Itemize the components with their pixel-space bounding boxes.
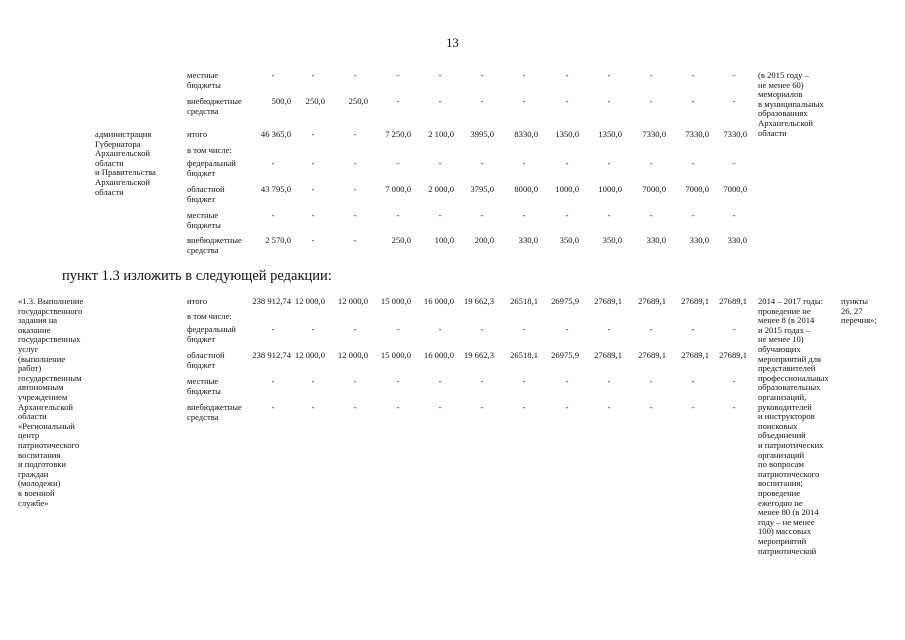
table-cell: - (480, 402, 484, 412)
result-text: организаций (758, 449, 805, 460)
table-cell: - (353, 184, 357, 194)
table-cell: 3795,0 (470, 184, 494, 194)
table-cell: 330,0 (727, 235, 747, 245)
event-text: патриотического (18, 440, 80, 450)
table-cell: 330,0 (689, 235, 709, 245)
table-cell: - (522, 210, 526, 220)
table-cell: - (311, 70, 315, 80)
table-cell: - (607, 96, 611, 106)
result-text: профессиональных (758, 372, 829, 383)
table-cell: - (353, 402, 357, 412)
table-cell: 26518,1 (510, 296, 538, 306)
table-cell: - (565, 70, 569, 80)
table-cell: 350,0 (559, 235, 579, 245)
table-cell: - (649, 210, 653, 220)
row-label: федеральный (187, 158, 236, 168)
table-cell: - (732, 70, 736, 80)
result-text: поисковых (758, 420, 798, 431)
table-cell: 7000,0 (642, 184, 666, 194)
table-cell: 238 912,74 (252, 296, 291, 306)
table-cell: 12 000,0 (337, 296, 368, 306)
row-label: местные (187, 210, 219, 220)
page-number: 13 (446, 36, 459, 50)
row-label: итого (187, 129, 208, 139)
result-text: мероприятий (758, 536, 807, 546)
result-text: руководителей (758, 401, 812, 412)
result-text: представителей (758, 363, 816, 374)
table-cell: - (607, 324, 611, 334)
table-cell: 26518,1 (510, 350, 538, 360)
event-text: государственного (18, 305, 83, 316)
table-cell: 1000,0 (555, 184, 579, 194)
table-cell: - (565, 96, 569, 106)
table-cell: - (732, 402, 736, 412)
result-text: области (758, 127, 787, 138)
table-cell: - (438, 376, 442, 386)
table-cell: - (353, 376, 357, 386)
event-text: (молодежи) (18, 478, 61, 489)
table-cell: - (480, 324, 484, 334)
reference-text: перечня»; (841, 315, 877, 326)
row-label: областной (187, 350, 225, 360)
table-cell: - (396, 96, 400, 106)
event-text: «1.3. Выполнение (18, 296, 84, 306)
table-cell: - (311, 210, 315, 220)
table-cell: - (353, 210, 357, 220)
table-cell: - (732, 210, 736, 220)
table-cell: 12 000,0 (337, 350, 368, 360)
event-text: услуг (18, 344, 39, 354)
table-cell: - (438, 70, 442, 80)
table-cell: 100,0 (434, 235, 454, 245)
table-cell: 12 000,0 (294, 296, 325, 306)
table-cell: 26975,9 (551, 350, 579, 360)
table-cell: - (480, 70, 484, 80)
result-text: мероприятий для (758, 353, 822, 364)
table-cell: - (522, 376, 526, 386)
result-text: патриотического (758, 468, 820, 479)
table-cell: - (311, 402, 315, 412)
table-cell: - (607, 70, 611, 80)
result-text: в муниципальных (758, 98, 824, 109)
table-cell: 3995,0 (470, 129, 494, 139)
table-cell: - (565, 158, 569, 168)
executor-text: администрация (95, 129, 152, 139)
table-cell: - (607, 376, 611, 386)
row-label: внебюджетные (187, 235, 242, 245)
table-cell: 8330,0 (514, 129, 538, 139)
table-cell: - (396, 324, 400, 334)
result-text: ежегодно не (758, 497, 803, 508)
table-cell: - (732, 324, 736, 334)
table-cell: 27689,1 (594, 350, 622, 360)
result-text: Архангельской (758, 118, 813, 128)
table-cell: - (438, 158, 442, 168)
table-cell: - (691, 70, 695, 80)
result-text: 2014 – 2017 годы: (758, 296, 824, 306)
row-label: бюджеты (187, 219, 221, 230)
row-label: средства (187, 411, 219, 422)
table-cell: - (565, 324, 569, 334)
row-label: федеральный (187, 324, 236, 334)
table-cell: 15 000,0 (380, 296, 411, 306)
table-cell: 350,0 (602, 235, 622, 245)
table-cell: - (649, 402, 653, 412)
table-cell: 7 250,0 (385, 129, 411, 139)
row-label: в том числе: (187, 311, 232, 321)
table-cell: - (271, 210, 275, 220)
row-label: бюджет (187, 193, 216, 204)
event-text: государственным (18, 372, 82, 383)
table-cell: - (480, 158, 484, 168)
table-cell: 7330,0 (685, 129, 709, 139)
table-cell: 15 000,0 (380, 350, 411, 360)
table-cell: - (311, 376, 315, 386)
table-cell: 27689,1 (681, 350, 709, 360)
table-cell: - (691, 402, 695, 412)
result-text: и инструкторов (758, 411, 815, 422)
table-cell: 19 662,3 (463, 350, 494, 360)
table-cell: - (565, 376, 569, 386)
result-text: году – не менее (758, 516, 815, 527)
table-cell: - (480, 376, 484, 386)
row-label: бюджеты (187, 79, 221, 90)
row-label: внебюджетные (187, 402, 242, 412)
table-cell: - (271, 402, 275, 412)
table-cell: 200,0 (474, 235, 494, 245)
result-text: образовательных (758, 382, 821, 393)
table-cell: - (396, 158, 400, 168)
row-label: местные (187, 376, 219, 386)
executor-text: Архангельской (95, 148, 150, 159)
table-cell: - (607, 210, 611, 220)
row-label: бюджеты (187, 385, 221, 396)
table-cell: - (480, 96, 484, 106)
table-cell: 1350,0 (598, 129, 622, 139)
row-label: местные (187, 70, 219, 80)
result-text: 100) массовых (758, 526, 812, 537)
section-heading: пункт 1.3 изложить в следующей редакции: (62, 268, 332, 284)
table-cell: - (732, 158, 736, 168)
event-text: службе» (18, 497, 49, 508)
table-cell: - (311, 184, 315, 194)
table-cell: - (480, 210, 484, 220)
table-cell: - (732, 96, 736, 106)
table-cell: - (438, 402, 442, 412)
table-cell: - (311, 324, 315, 334)
table-cell: 2 000,0 (428, 184, 454, 194)
table-cell: 7 000,0 (385, 184, 411, 194)
executor-text: Архангельской (95, 177, 150, 187)
event-text: Архангельской (18, 401, 73, 412)
event-text: воспитания (18, 449, 61, 460)
table-cell: - (691, 324, 695, 334)
row-label: бюджет (187, 167, 216, 178)
table-cell: - (649, 70, 653, 80)
table-cell: - (522, 324, 526, 334)
event-text: автономным (18, 382, 64, 393)
table-cell: - (396, 402, 400, 412)
result-text: патриотической (758, 545, 817, 556)
table-cell: - (438, 324, 442, 334)
table-cell: - (396, 210, 400, 220)
table-cell: - (311, 158, 315, 168)
event-text: оказание (18, 324, 51, 335)
table-cell: - (691, 210, 695, 220)
event-text: работ) (18, 363, 42, 374)
executor-text: и Правительства (95, 167, 156, 178)
row-label: средства (187, 244, 219, 255)
event-text: и подготовки (18, 459, 67, 470)
table-cell: - (649, 324, 653, 334)
reference-text: 26, 27 (841, 305, 863, 316)
table-cell: 500,0 (271, 96, 291, 106)
table-cell: 250,0 (348, 96, 368, 106)
table-cell: - (522, 158, 526, 168)
table-cell: - (649, 376, 653, 386)
result-text: мемориалов (758, 89, 803, 100)
table-cell: 12 000,0 (294, 350, 325, 360)
event-text: государственных (18, 334, 81, 345)
row-label: итого (187, 296, 208, 306)
reference-text: пункты (841, 296, 869, 306)
executor-text: области (95, 186, 124, 197)
result-text: не менее 60) (758, 79, 804, 90)
event-text: (выполнение (18, 353, 66, 364)
table-cell: 8000,0 (514, 184, 538, 194)
row-label: областной (187, 184, 225, 194)
result-text: и патриотических (758, 440, 824, 450)
event-text: задания на (18, 315, 58, 326)
event-text: центр (18, 430, 40, 441)
result-text: организаций, (758, 392, 807, 402)
table-cell: - (311, 235, 315, 245)
row-label: бюджет (187, 333, 216, 344)
result-text: по вопросам (758, 459, 804, 470)
table-cell: 27689,1 (594, 296, 622, 306)
table-cell: - (438, 96, 442, 106)
table-cell: - (649, 158, 653, 168)
table-cell: - (522, 70, 526, 80)
table-cell: - (691, 158, 695, 168)
table-cell: 19 662,3 (463, 296, 494, 306)
table-cell: - (396, 376, 400, 386)
table-cell: 16 000,0 (423, 296, 454, 306)
result-text: (в 2015 году – (758, 70, 809, 80)
result-text: обучающих (758, 344, 801, 354)
table-cell: 250,0 (391, 235, 411, 245)
table-cell: - (271, 158, 275, 168)
row-label: внебюджетные (187, 96, 242, 106)
table-cell: 1350,0 (555, 129, 579, 139)
table-cell: - (522, 402, 526, 412)
result-text: менее 8 (в 2014 (758, 315, 815, 326)
table-cell: - (353, 158, 357, 168)
table-cell: - (732, 376, 736, 386)
table-cell: 330,0 (646, 235, 666, 245)
table-cell: - (649, 96, 653, 106)
table-cell: - (396, 70, 400, 80)
row-label: бюджет (187, 359, 216, 370)
result-text: и 2015 годах – (758, 324, 811, 335)
table-cell: 250,0 (305, 96, 325, 106)
table-cell: 1000,0 (598, 184, 622, 194)
table-cell: - (607, 158, 611, 168)
table-cell: 7330,0 (642, 129, 666, 139)
result-text: объединений (758, 430, 806, 441)
executor-text: Губернатора (95, 138, 141, 149)
table-cell: 43 795,0 (260, 184, 291, 194)
event-text: к военной (18, 488, 55, 498)
result-text: не менее 10) (758, 334, 804, 345)
table-cell: 27689,1 (681, 296, 709, 306)
table-cell: 16 000,0 (423, 350, 454, 360)
table-cell: 7000,0 (685, 184, 709, 194)
table-cell: - (271, 70, 275, 80)
table-cell: - (522, 96, 526, 106)
table-cell: 238 912,74 (252, 350, 291, 360)
event-text: учреждением (18, 392, 68, 402)
table-cell: - (565, 402, 569, 412)
table-cell: - (353, 70, 357, 80)
table-cell: - (311, 129, 315, 139)
table-cell: - (271, 376, 275, 386)
table-cell: - (353, 129, 357, 139)
row-label: в том числе: (187, 145, 232, 155)
table-cell: - (353, 324, 357, 334)
table-cell: 7330,0 (723, 129, 747, 139)
table-cell: - (607, 402, 611, 412)
row-label: средства (187, 105, 219, 116)
table-cell: - (438, 210, 442, 220)
table-cell: - (271, 324, 275, 334)
table-cell: 2 100,0 (428, 129, 454, 139)
result-text: воспитания; (758, 478, 803, 489)
event-text: «Региональный (18, 420, 75, 431)
result-text: проведение не (758, 305, 811, 316)
table-cell: - (565, 210, 569, 220)
result-text: образованиях (758, 108, 808, 119)
event-text: граждан (18, 468, 49, 479)
table-cell: 27689,1 (638, 350, 666, 360)
table-cell: - (691, 96, 695, 106)
executor-text: области (95, 157, 124, 168)
table-cell: 46 365,0 (260, 129, 291, 139)
table-cell: 27689,1 (638, 296, 666, 306)
table-cell: - (353, 235, 357, 245)
table-cell: 2 570,0 (265, 235, 291, 245)
result-text: менее 80 (в 2014 (758, 507, 819, 518)
table-cell: 330,0 (518, 235, 538, 245)
result-text: проведение (758, 488, 801, 498)
table-cell: 26975,9 (551, 296, 579, 306)
table-cell: - (691, 376, 695, 386)
table-cell: 27689,1 (719, 296, 747, 306)
table-cell: 7000,0 (723, 184, 747, 194)
event-text: области (18, 411, 47, 422)
table-cell: 27689,1 (719, 350, 747, 360)
